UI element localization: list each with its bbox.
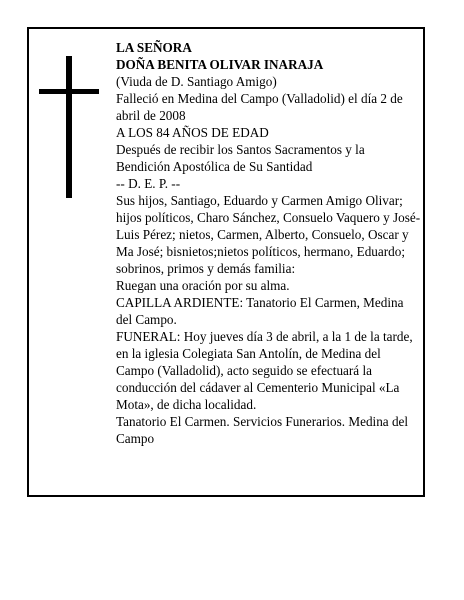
cross-vertical-bar <box>66 56 72 198</box>
funeral-info: FUNERAL: Hoy jueves día 3 de abril, a la 1 de la tarde, en la iglesia Colegiata San Antolín, de Medina del Campo (Valladolid), acto seguido se efectuará la conducción del cádaver al Cementerio Municipal «La Mota», de dicha localidad. <box>116 329 413 412</box>
obituary-text <box>116 39 422 447</box>
widow-of: (Viuda de D. Santiago Amigo) <box>116 74 277 89</box>
obituary-notice <box>27 27 425 497</box>
funeral-home: Tanatorio El Carmen. Servicios Funerarios. Medina del Campo <box>116 414 409 446</box>
title-line-1: LA SEÑORA <box>116 40 192 55</box>
sacraments: Después de recibir los Santos Sacramentos y la Bendición Apostólica de Su Santidad <box>116 142 365 174</box>
prayer-request: Ruegan una oración por su alma. <box>116 278 290 293</box>
cross-icon <box>39 56 99 198</box>
death-info: Falleció en Medina del Campo (Valladolid) el día 2 de abril de 2008 <box>116 91 403 123</box>
age: A LOS 84 AÑOS DE EDAD <box>116 125 269 140</box>
cross-horizontal-bar <box>39 89 99 94</box>
deceased-name: DOÑA BENITA OLIVAR INARAJA <box>116 57 324 72</box>
rest-in-peace: -- D. E. P. -- <box>116 176 181 191</box>
chapel-info: CAPILLA ARDIENTE: Tanatorio El Carmen, Medina del Campo. <box>116 295 404 327</box>
family-list: Sus hijos, Santiago, Eduardo y Carmen Amigo Olivar; hijos políticos, Charo Sánchez, Consuelo Vaquero y José-Luis Pérez; nietos, Carmen, Alberto, Consuelo, Oscar y Ma José; bisnietos;nietos políticos, hermano, Eduardo; sobrinos, primos y demás familia: <box>116 193 421 276</box>
